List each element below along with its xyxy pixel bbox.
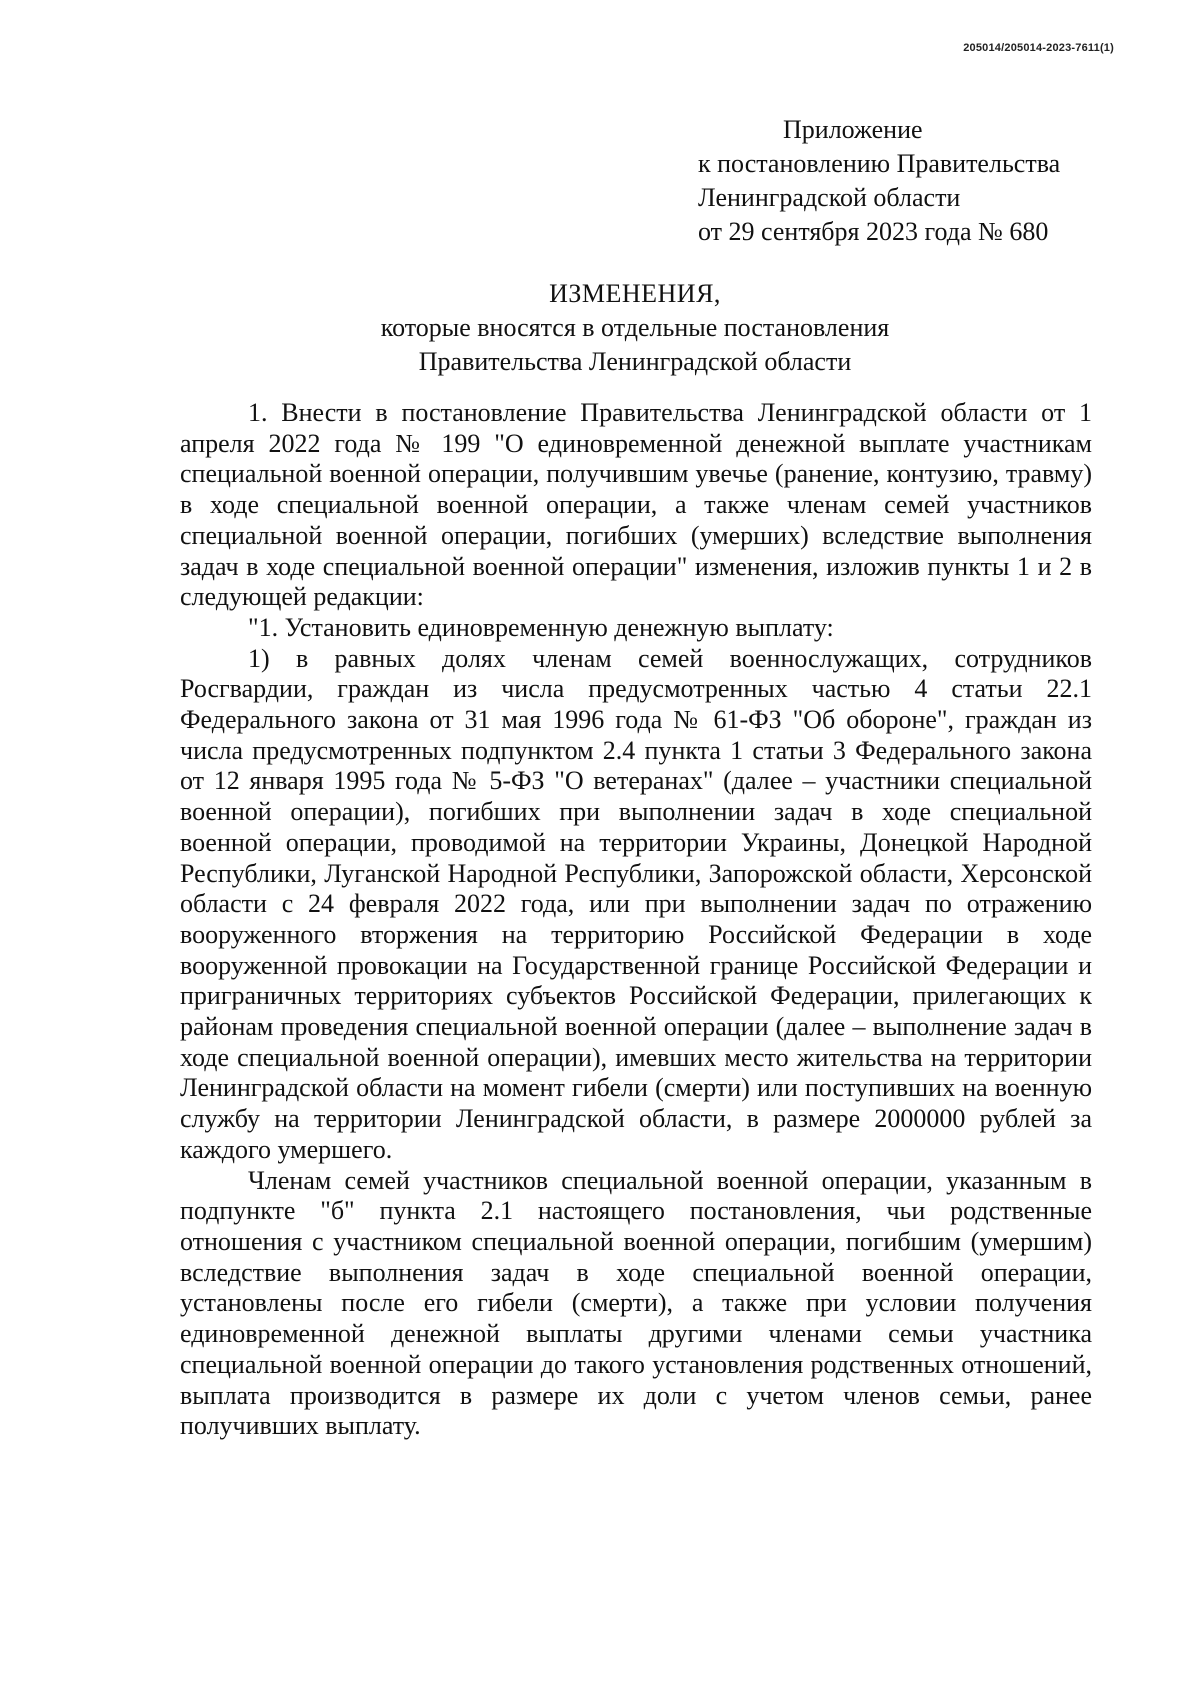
appendix-line-4: от 29 сентября 2023 года № 680 xyxy=(698,217,1049,246)
appendix-block xyxy=(698,113,1060,249)
appendix-line-3: Ленинградской области xyxy=(698,183,961,212)
document-id: 205014/205014-2023-7611(1) xyxy=(963,42,1114,54)
heading-subtitle-line-2: Правительства Ленинградской области xyxy=(418,347,852,376)
heading-subtitle-line-1: которые вносятся в отдельные постановления xyxy=(380,313,890,342)
heading-title: ИЗМЕНЕНИЯ, xyxy=(549,279,721,308)
paragraph-subpoint-1: 1) в равных долях членам семей военнослужащих, сотрудников Росгвардии, граждан из числа предусмотренных частью 4 статьи 22.1 Федерального закона от 31 мая 1996 года № 61-ФЗ "Об обороне", граждан из числа предусмотренных подпунктом 2.4 пункта 1 статьи 3 Федерального закона от 12 января 1995 года № 5-ФЗ "О ветеранах" (далее – участники специальной военной операции), погибших при выполнении задач в ходе специальной военной операции, проводимой на территории Украины, Донецкой Народной Республики, Луганской Народной Республики, Запорожской области, Херсонской области с 24 февраля 2022 года, или при выполнении задач по отражению вооруженного вторжения на территорию Российской Федерации в ходе вооруженной провокации на Государственной границе Российской Федерации и приграничных территориях субъектов Российской Федерации, прилегающих к районам проведения специальной военной операции (далее – выполнение задач в ходе специальной военной операции), имевших место жительства на территории Ленинградской области на момент гибели (смерти) или поступивших на военную службу на территории Ленинградской области, в размере 2000000 рублей за каждого умершего. xyxy=(180,643,1092,1164)
paragraph-quoted-point-1: "1. Установить единовременную денежную выплату: xyxy=(248,612,834,642)
appendix-line-2: к постановлению Правительства xyxy=(698,149,1061,178)
paragraph-item-1: 1. Внести в постановление Правительства Ленинградской области от 1 апреля 2022 года № 199 "О единовременной денежной выплате участникам специальной военной операции, получившим увечье (ранение, контузию, травму) в ходе специальной военной операции, а также членам семей участников специальной военной операции, погибших (умерших) вследствие выполнения задач в ходе специальной военной операции" изменения, изложив пункты 1 и 2 в следующей редакции: xyxy=(180,398,1092,612)
document-heading xyxy=(180,277,1090,379)
paragraph-family-members: Членам семей участников специальной военной операции, указанным в подпункте "б" пункта 2.1 настоящего постановления, чьи родственные отношения с участником специальной военной операции, погибшим (умершим) вследствие выполнения задач в ходе специальной военной операции, установлены после его гибели (смерти), а также при условии получения единовременной денежной выплаты другими членами семьи участника специальной военной операции до такого установления родственных отношений, выплата производится в размере их доли с учетом членов семьи, ранее получивших выплату. xyxy=(180,1165,1092,1441)
document-body xyxy=(180,398,1092,1442)
appendix-line-1: Приложение xyxy=(783,115,923,144)
